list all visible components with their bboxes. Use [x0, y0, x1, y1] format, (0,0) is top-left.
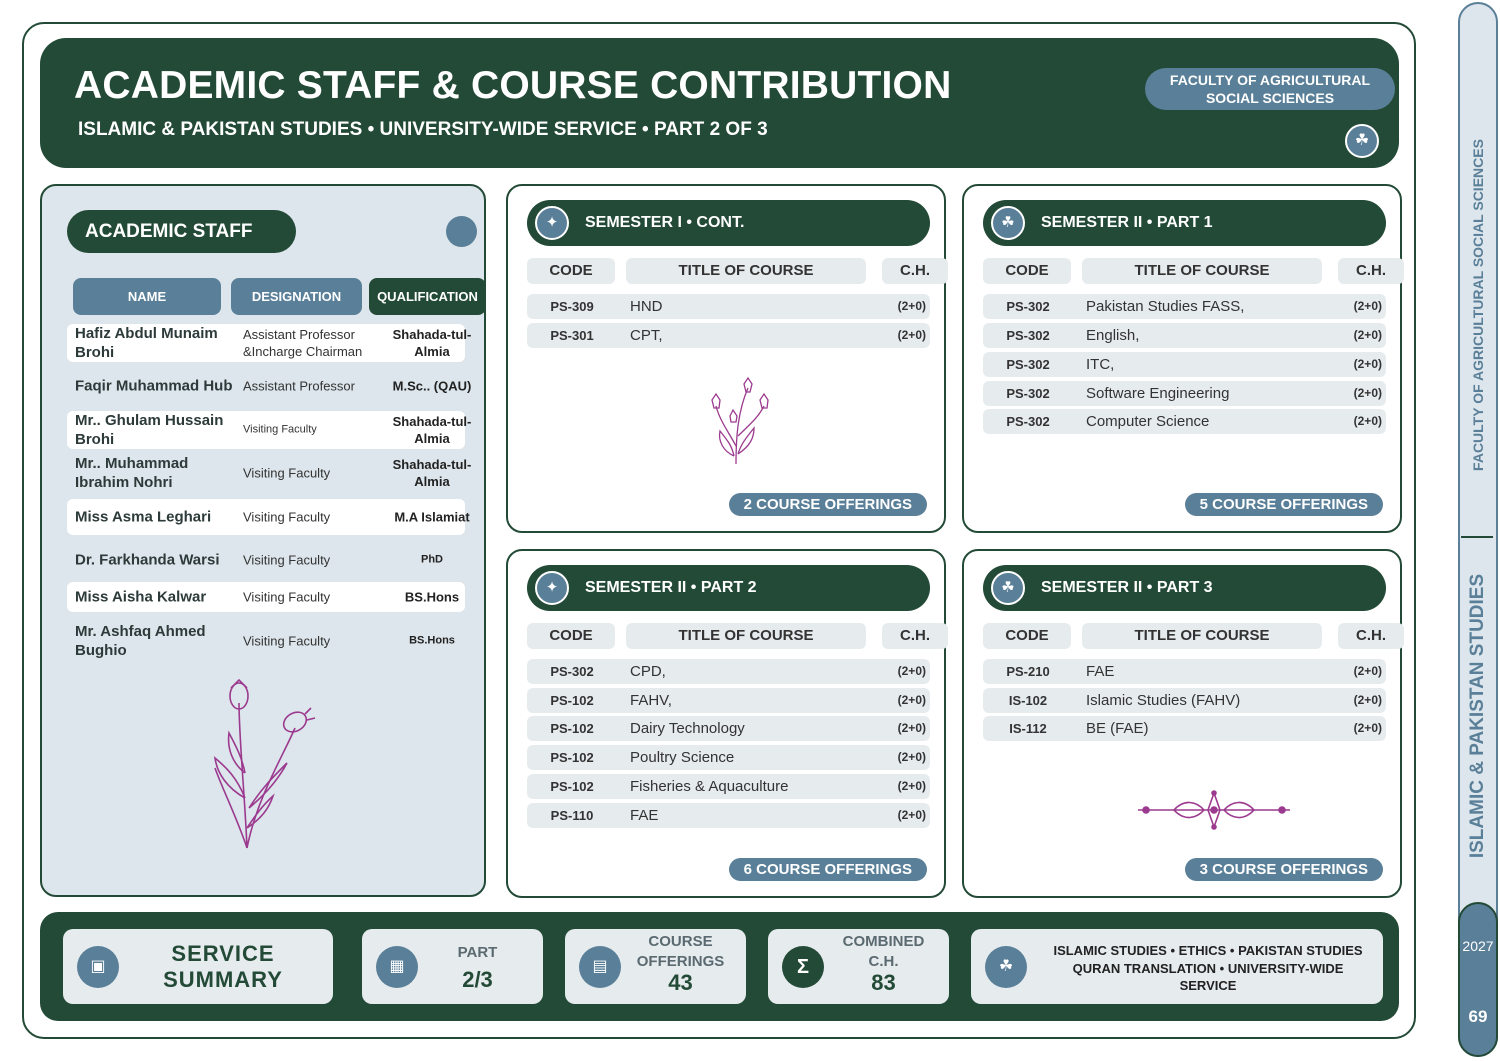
sidebar-department-label: ISLAMIC & PAKISTAN STUDIES [1467, 573, 1488, 859]
course-code: PS-309 [550, 299, 594, 314]
staff-row [67, 540, 465, 580]
staff-section-title: ACADEMIC STAFF [67, 210, 296, 253]
staff-designation: Visiting Faculty [243, 633, 331, 649]
course-code: PS-301 [550, 328, 594, 343]
course-credit-hours: (2+0) [897, 664, 926, 678]
faculty-badge [1145, 68, 1395, 110]
clover-icon: ☘ [991, 571, 1025, 605]
semester-header [983, 200, 1386, 246]
course-code: PS-302 [1006, 386, 1050, 401]
column-header-title: TITLE OF COURSE [626, 258, 866, 284]
course-code: PS-102 [550, 693, 594, 708]
course-offerings-box [565, 929, 746, 1004]
course-credit-hours: (2+0) [897, 328, 926, 342]
staff-row [67, 499, 470, 535]
course-row [983, 409, 1386, 434]
course-credit-hours: (2+0) [897, 299, 926, 313]
course-code: IS-102 [1008, 693, 1048, 708]
column-header-code: CODE [983, 623, 1071, 649]
service-label-line2: SUMMARY [163, 967, 283, 992]
ch-value: 83 [871, 970, 896, 995]
column-header-code: CODE [527, 623, 615, 649]
column-header-code: CODE [527, 258, 615, 284]
staff-qualification: Shahada-tul-Almia [392, 327, 472, 359]
sidebar-year: 2027 [1462, 938, 1494, 954]
list-icon: ▤ [579, 946, 621, 988]
sidebar-faculty-label: FACULTY OF AGRICULTURAL SOCIAL SCIENCES [1470, 139, 1486, 471]
course-credit-hours: (2+0) [897, 779, 926, 793]
part-box [362, 929, 543, 1004]
semester-title: SEMESTER II • PART 3 [1041, 579, 1213, 596]
service-summary-box [63, 929, 333, 1004]
column-header-title: TITLE OF COURSE [626, 623, 866, 649]
course-code: PS-302 [1006, 299, 1050, 314]
course-row [527, 745, 930, 770]
part-label: PART [457, 944, 498, 961]
summary-icon: ▣ [77, 946, 119, 988]
staff-qualification: BS.Hons [404, 589, 460, 605]
staff-designation: Visiting Faculty [243, 589, 331, 605]
course-code: PS-210 [1006, 664, 1050, 679]
course-credit-hours: (2+0) [1353, 386, 1382, 400]
star-icon: ✦ [535, 206, 569, 240]
course-code: PS-102 [550, 750, 594, 765]
course-credit-hours: (2+0) [897, 693, 926, 707]
staff-qualification: BS.Hons [409, 634, 455, 647]
course-code: PS-302 [550, 664, 594, 679]
semester-title: SEMESTER I • CONT. [585, 214, 745, 231]
course-credit-hours: (2+0) [1353, 328, 1382, 342]
course-row [527, 774, 930, 799]
staff-name: Hafiz Abdul Munaim Brohi [75, 325, 218, 361]
staff-row [67, 453, 472, 493]
topics-line2: QURAN TRANSLATION • UNIVERSITY-WIDE [1072, 960, 1344, 976]
column-header-designation: DESIGNATION [231, 278, 362, 315]
course-code: PS-102 [550, 721, 594, 736]
semester-card [506, 549, 946, 898]
staff-name: Dr. Farkhanda Warsi [75, 551, 220, 569]
course-row [983, 294, 1386, 319]
staff-row [67, 582, 465, 612]
semester-header [527, 565, 930, 611]
course-title: Fisheries & Aquaculture [630, 778, 789, 795]
ch-label-line2: C.H. [868, 953, 899, 970]
topics-line1: ISLAMIC STUDIES • ETHICS • PAKISTAN STUDIES [1053, 943, 1363, 958]
sidebar-page-tab [1458, 902, 1498, 1057]
staff-name: Miss Aisha Kalwar [75, 588, 207, 606]
staff-designation: Assistant Professor &Incharge Chairman [243, 327, 363, 359]
course-title: English, [1086, 327, 1140, 344]
star-icon: ✦ [535, 571, 569, 605]
course-credit-hours: (2+0) [1353, 357, 1382, 371]
column-header-qualification: QUALIFICATION [369, 278, 486, 315]
faculty-badge-line1: FACULTY OF AGRICULTURAL [1169, 72, 1371, 88]
course-code: PS-302 [1006, 357, 1050, 372]
course-code: PS-102 [550, 779, 594, 794]
course-offerings-badge: 5 COURSE OFFERINGS [1185, 493, 1383, 516]
service-summary-footer [40, 912, 1399, 1021]
course-code: IS-112 [1009, 721, 1047, 736]
column-header-ch: C.H. [1338, 623, 1404, 649]
staff-name: Mr.. Ghulam Hussain Brohi [75, 412, 224, 448]
column-header-ch: C.H. [882, 623, 948, 649]
semester-header [527, 200, 930, 246]
staff-qualification: M.Sc.. (QAU) [392, 378, 472, 394]
column-header-ch: C.H. [882, 258, 948, 284]
staff-designation: Visiting Faculty [243, 552, 331, 568]
academic-staff-panel [40, 184, 486, 897]
course-row [527, 323, 930, 348]
semester-title: SEMESTER II • PART 2 [585, 579, 757, 596]
staff-qualification: PhD [421, 553, 443, 566]
page-number: 69 [1468, 1007, 1488, 1026]
course-title: ITC, [1086, 356, 1115, 373]
semester-card [962, 184, 1402, 533]
course-row [983, 659, 1386, 684]
staff-qualification: M.A Islamiat [394, 509, 470, 525]
course-title: BE (FAE) [1086, 720, 1149, 737]
course-title: CPT, [630, 327, 663, 344]
clover-icon: ☘ [1345, 124, 1379, 158]
course-offerings-badge: 2 COURSE OFFERINGS [729, 493, 927, 516]
course-title: FAE [1086, 663, 1115, 680]
semester-card [962, 549, 1402, 898]
staff-name: Miss Asma Leghari [75, 508, 212, 526]
service-summary-label [123, 941, 323, 993]
course-offerings-badge: 6 COURSE OFFERINGS [729, 858, 927, 881]
course-credit-hours: (2+0) [1353, 299, 1382, 313]
course-title: Computer Science [1086, 413, 1210, 430]
staff-name: Mr. Ashfaq Ahmed Bughio [75, 623, 206, 659]
course-credit-hours: (2+0) [1353, 414, 1382, 428]
course-code: PS-110 [550, 808, 594, 823]
combined-ch-box [768, 929, 949, 1004]
page-title: ACADEMIC STAFF & COURSE CONTRIBUTION [74, 64, 952, 107]
course-row [983, 716, 1386, 741]
staff-name: Faqir Muhammad Hub [75, 377, 233, 395]
faculty-badge-line2: SOCIAL SCIENCES [1205, 90, 1335, 106]
course-row [527, 294, 930, 319]
course-code: PS-302 [1006, 414, 1050, 429]
staff-row [67, 366, 472, 406]
course-credit-hours: (2+0) [897, 721, 926, 735]
course-title: FAE [630, 807, 659, 824]
semester-header [983, 565, 1386, 611]
course-title: Poultry Science [630, 749, 735, 766]
staff-designation: Visiting Faculty [243, 423, 317, 436]
course-credit-hours: (2+0) [1353, 664, 1382, 678]
staff-designation: Assistant Professor [243, 378, 355, 394]
sigma-icon: Σ [782, 946, 824, 988]
offerings-label-line1: COURSE [648, 933, 713, 950]
course-row [527, 716, 930, 741]
course-title: FAHV, [630, 692, 672, 709]
course-row [983, 323, 1386, 348]
clover-icon: ☘ [991, 206, 1025, 240]
staff-designation: Visiting Faculty [243, 465, 331, 481]
staff-row [67, 411, 472, 449]
course-row [983, 352, 1386, 377]
offerings-value: 43 [668, 970, 693, 995]
topics-line3: SERVICE [1179, 978, 1237, 993]
course-title: CPD, [630, 663, 666, 680]
decorative-dot [446, 216, 477, 247]
column-header-title: TITLE OF COURSE [1082, 623, 1322, 649]
course-offerings-badge: 3 COURSE OFFERINGS [1185, 858, 1383, 881]
service-label-line1: SERVICE [171, 941, 275, 966]
staff-name: Mr.. Muhammad Ibrahim Nohri [75, 455, 189, 491]
semester-card [506, 184, 946, 533]
course-title: Islamic Studies (FAHV) [1086, 692, 1241, 709]
course-row [527, 803, 930, 828]
column-header-title: TITLE OF COURSE [1082, 258, 1322, 284]
course-row [527, 688, 930, 713]
staff-designation: Visiting Faculty [243, 509, 331, 525]
clover-icon: ☘ [985, 946, 1027, 988]
staff-row [67, 324, 472, 362]
part-value: 2/3 [462, 967, 493, 992]
page-header [40, 38, 1399, 168]
column-header-name: NAME [73, 278, 221, 315]
course-title: Dairy Technology [630, 720, 745, 737]
course-code: PS-302 [1006, 328, 1050, 343]
semester-title: SEMESTER II • PART 1 [1041, 214, 1213, 231]
ch-label-line1: COMBINED [842, 933, 925, 950]
staff-qualification: Shahada-tul-Almia [392, 457, 472, 489]
course-row [527, 659, 930, 684]
course-title: HND [630, 298, 663, 315]
page-subtitle: ISLAMIC & PAKISTAN STUDIES • UNIVERSITY-WIDE SERVICE • PART 2 OF 3 [78, 119, 768, 140]
topics-box [971, 929, 1383, 1004]
sidebar-divider [1461, 536, 1493, 538]
course-row [983, 688, 1386, 713]
course-credit-hours: (2+0) [1353, 693, 1382, 707]
course-row [983, 381, 1386, 406]
course-title: Software Engineering [1086, 385, 1230, 402]
bellflower-illustration [708, 376, 772, 466]
column-header-code: CODE [983, 258, 1071, 284]
staff-row [67, 620, 465, 662]
topics-text [1041, 942, 1375, 995]
course-credit-hours: (2+0) [897, 750, 926, 764]
column-header-ch: C.H. [1338, 258, 1404, 284]
offerings-label-line2: OFFERINGS [636, 953, 725, 970]
grid-icon: ▦ [376, 946, 418, 988]
poppy-flower-illustration [207, 678, 317, 853]
course-credit-hours: (2+0) [1353, 721, 1382, 735]
ornamental-divider [1134, 789, 1294, 831]
course-title: Pakistan Studies FASS, [1086, 298, 1245, 315]
staff-qualification: Shahada-tul-Almia [392, 414, 472, 446]
course-credit-hours: (2+0) [897, 808, 926, 822]
